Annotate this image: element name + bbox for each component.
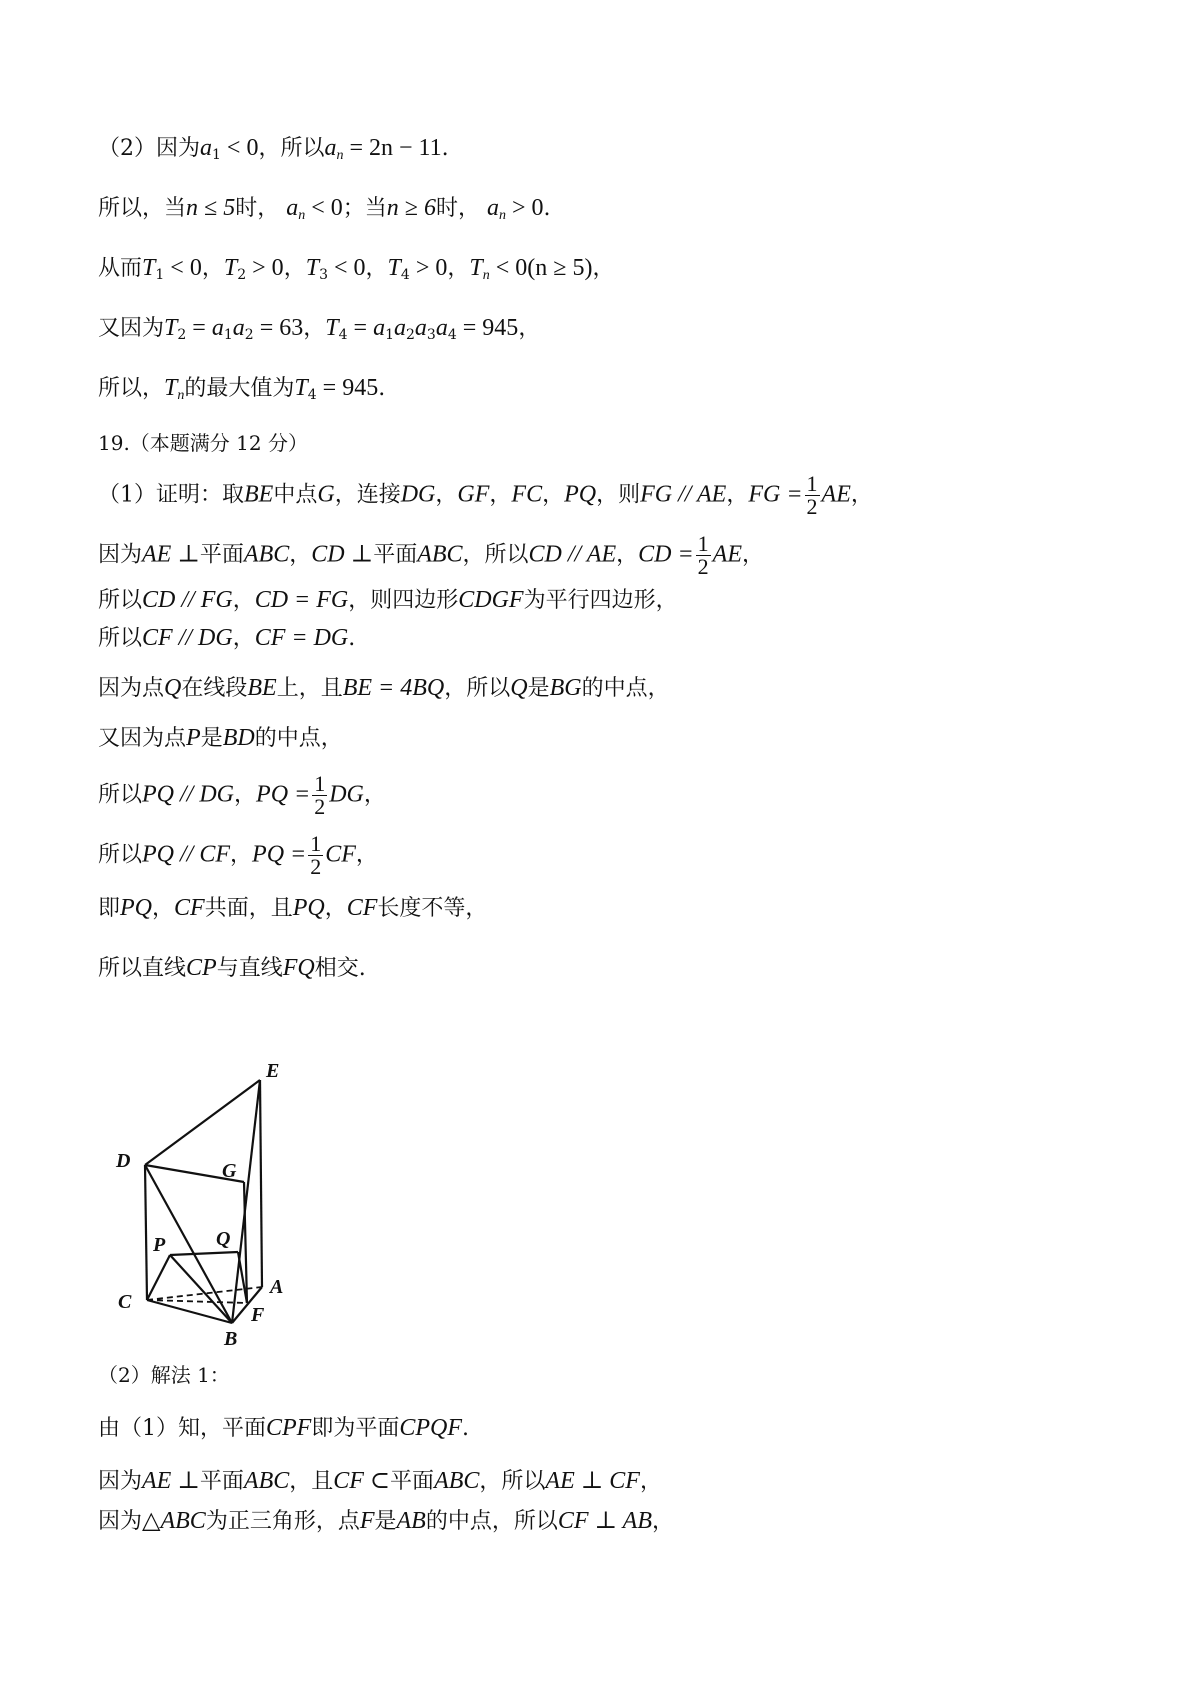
text: . [441,136,449,161]
line-5: 所以，$T_n$的最大值为$T_4 = 945$. [98,375,386,403]
text: 的中点，所以 [425,1509,558,1534]
line-12 [98,723,343,754]
text: 所以，当 [98,196,187,221]
section-heading: 19.（本题满分 12 分） [98,431,308,455]
text: ，所以 [479,1469,546,1494]
math: = 945 [316,375,379,401]
line-3: 从而$T_1 < 0$，$T_2 > 0$，$T_3 < 0$，$T_4 > 0$，$T_n < 0(n \ge 5)$， [98,255,615,283]
text: 的中点， [581,676,670,701]
edge-DE [145,1080,260,1165]
math: PQ = [256,781,311,808]
text: 的最大值为 [184,376,295,401]
line-7 [98,473,873,518]
math: BG [549,675,582,701]
text: 又因为点 [98,726,187,751]
math: < 0(n ≥ 5) [489,255,593,281]
text: ，则 [596,482,641,508]
math: a [200,135,212,161]
line-9 [98,585,678,616]
line-10 [98,623,355,654]
math: GF [457,481,490,508]
text: 平面 [390,1469,435,1494]
text: ， [232,626,255,651]
line-16 [98,953,366,984]
math: = 63 [253,315,304,341]
math: BE [247,675,277,701]
edge-CB [147,1300,232,1323]
text: 的中点， [254,726,343,751]
text: 因为点 [98,676,165,701]
text: ， [232,588,255,613]
text: ， [230,842,253,868]
text: 平面 [373,542,418,568]
label-A: A [270,1276,284,1298]
text: 相交. [314,956,366,981]
math: n ≤ 5 [186,195,236,221]
label-G: G [222,1160,237,1182]
text: 共面，且 [204,896,293,921]
line-6 [98,428,308,458]
text: 是 [374,1509,397,1534]
text: 所以 [98,626,143,651]
text: 是 [527,676,550,701]
text: 即为平面 [311,1416,400,1441]
text: ， [850,482,873,508]
text: ， [639,1469,662,1494]
math: > 0 [246,255,284,281]
math: DG [329,781,364,808]
text: 平面 [199,1469,244,1494]
math: PQ // DG [142,781,235,808]
math: PQ = [252,841,307,868]
label-D: D [116,1150,131,1172]
text: ， [283,256,306,281]
math: FQ [282,955,315,981]
math: PQ [120,895,153,921]
text: . [462,1416,470,1441]
text: ， [363,782,386,808]
math: CF [174,895,205,921]
math: FG = [748,481,803,508]
math: AE [821,481,851,508]
math: CF // DG [142,625,233,651]
text: ， [289,542,312,568]
fraction [312,773,327,818]
math: CF ⊂ [333,1468,391,1494]
math: Q [510,675,528,701]
text: ， [651,1509,674,1534]
edge-CF [147,1300,247,1303]
math: CF = DG [254,625,349,651]
math: ABC [243,541,290,568]
text: 时， [235,196,280,221]
math: PQ // CF [142,841,231,868]
numerator: 1 [806,471,818,496]
text: ， [201,256,224,281]
text: ，且 [289,1469,334,1494]
math: BE [244,481,274,508]
math: = 2n − 11 [343,135,442,161]
geometry-figure [110,1055,310,1355]
line-20 [98,1506,674,1537]
text: 从而 [98,256,143,281]
text: 所以 [98,588,143,613]
math: CD ⊥ [311,541,374,568]
line-19 [98,1466,662,1497]
math: BE = 4BQ [342,675,445,701]
label-B: B [224,1328,238,1350]
text: ， [489,482,512,508]
math: ABC [434,1468,480,1494]
text: 所以 [98,842,143,868]
text: . [378,376,386,401]
text: ， [355,842,378,868]
math: △ABC [142,1508,206,1534]
math: CD // FG [142,587,233,613]
text: ， [365,256,388,281]
text: 又因为 [98,316,165,341]
text: . [348,626,356,651]
line-18 [98,1413,469,1444]
math: < 0 [327,255,366,281]
text: ， [726,482,749,508]
fraction [805,473,820,518]
text: ，则四边形 [348,588,459,613]
text: 上，且 [276,676,343,701]
denominator: 2 [697,554,709,579]
text: 与直线 [216,956,283,981]
math: CD = [638,541,694,568]
math: > 0 [409,255,448,281]
text: ，连接 [334,482,401,508]
line-2: 所以，当n ≤ 5时， $a_n < 0$；当n ≥ 6时， $a_n > 0$. [98,195,551,223]
text: 是 [200,726,223,751]
label-C: C [118,1291,132,1313]
math: FG // AE [640,481,727,508]
line-13 [98,773,386,818]
numerator: 1 [310,831,322,856]
math: < 0 [305,195,343,221]
text: 因为 [98,1509,143,1534]
math: AE ⊥ CF [545,1468,640,1494]
text: 在线段 [181,676,248,701]
text: ，所以 [462,542,529,568]
denominator: 2 [806,494,818,519]
math: AE [712,541,742,568]
line-15 [98,893,487,924]
text: 因为 [98,542,143,568]
math: CPQF [399,1415,463,1441]
line-4: 又因为$T_2 = a_1a_2 = 63$，$T_4 = a_1a_2a_3a_4 = 945$， [98,315,541,343]
math: DG [400,481,436,508]
text: ，所以 [258,136,325,161]
math: < 0 [164,255,202,281]
text: 为平行四边形， [523,588,678,613]
text: ， [742,542,765,568]
text: 中点 [273,482,318,508]
text: （2）因为 [98,136,200,161]
figure-lines [145,1080,262,1323]
math: AE ⊥ [142,541,200,568]
text: ， [324,896,347,921]
text: 即 [98,896,121,921]
math: ABC [243,1468,290,1494]
math: AB [396,1508,426,1534]
fraction [696,533,711,578]
math: = 945 [456,315,519,341]
math: CPF [266,1415,312,1441]
math: BD [222,725,255,751]
text: ， [303,316,326,341]
text: 所以 [98,782,143,808]
math: ABC [417,541,463,568]
text: 所以， [98,376,165,401]
math: CF [325,841,356,868]
text: ， [234,782,257,808]
text: 所以直线 [98,956,187,981]
math: F [359,1508,375,1534]
math: < 0 [220,135,259,161]
math: n ≥ 6 [386,195,436,221]
math: AE ⊥ [142,1468,200,1494]
math: CF ⊥ AB [557,1508,652,1534]
text: ，所以 [444,676,511,701]
text: ， [435,482,458,508]
text: ；当 [342,196,387,221]
denominator: 2 [310,854,322,879]
math: CDGF [458,587,524,613]
text: ， [592,256,615,281]
line-14 [98,833,378,878]
text: . [543,196,551,221]
label-Q: Q [216,1228,231,1250]
math: Q [164,675,182,701]
line-1: （2）因为$a_1 < 0$，所以$a_n = 2n - 11$. [98,135,449,163]
math: > 0 [505,195,544,221]
text: ， [447,256,470,281]
text: 因为 [98,1469,143,1494]
text: 平面 [199,542,244,568]
text: 长度不等， [377,896,488,921]
edge-DC [145,1165,147,1300]
line-11 [98,673,670,704]
math: CP [186,955,217,981]
line-8 [98,533,764,578]
math: CD = FG [254,587,349,613]
math: P [186,725,201,751]
text: 由（1）知，平面 [98,1416,266,1441]
text: ， [616,542,639,568]
text: 为正三角形，点 [205,1509,360,1534]
fraction [308,833,323,878]
denominator: 2 [314,794,326,819]
numerator: 1 [314,771,326,796]
text: ， [152,896,175,921]
edge-CP [147,1255,170,1300]
math: PQ [292,895,325,921]
text: （2）解法 1： [98,1363,230,1387]
line-17 [98,1360,230,1390]
text: （1）证明：取 [98,482,244,508]
text: ， [542,482,565,508]
math: FC [511,481,543,508]
label-P: P [153,1234,166,1256]
math: CF [346,895,378,921]
text: 时， [435,196,480,221]
math: CD // AE [528,541,617,568]
math: PQ [564,481,597,508]
label-E: E [266,1060,280,1082]
edge-PQ [170,1252,238,1255]
edge-EA [260,1080,262,1287]
numerator: 1 [697,531,709,556]
label-F: F [251,1304,265,1326]
math: G [317,481,335,508]
text: ， [518,316,541,341]
